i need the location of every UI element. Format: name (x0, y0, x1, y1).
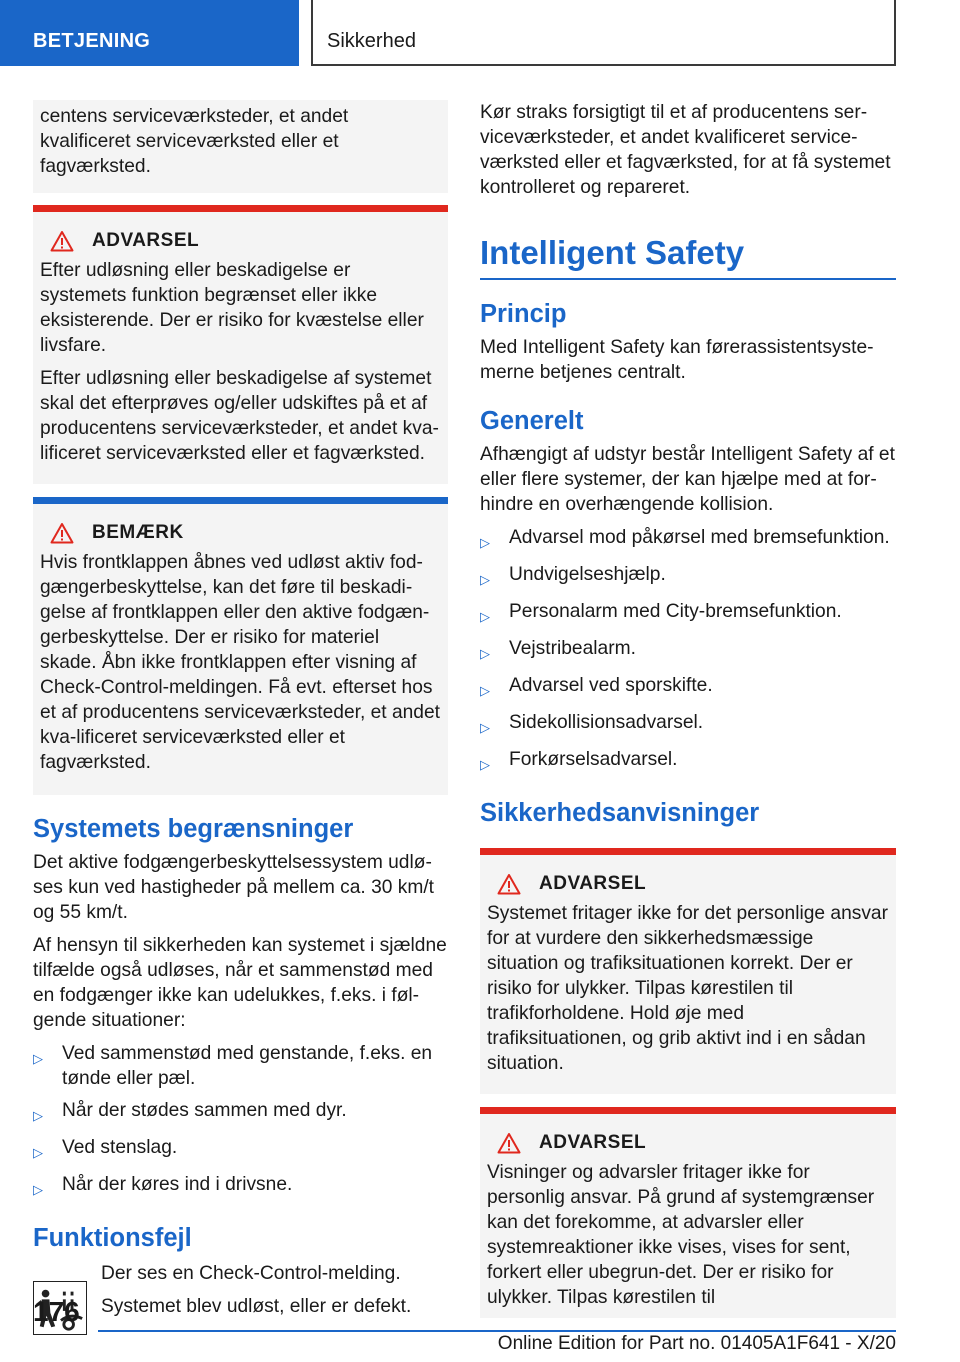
list-item: ▷ Undvigelseshjælp. (480, 562, 896, 592)
warning-title: ADVARSEL (92, 230, 200, 251)
page-number: 176 (33, 1296, 80, 1327)
triangle-right-bullet-icon: ▷ (480, 720, 490, 735)
section-heading-safety: Sikkerhedsanvisninger (480, 799, 760, 827)
notice-head (50, 522, 440, 544)
warning-head (50, 230, 440, 252)
body-text: Det aktive fodgængerbeskyttelsessystem udlø-ses kun ved hastigheder på mellem ca. 30 km/t og 55 km/t. (33, 852, 435, 923)
triangle-right-bullet-icon: ▷ (33, 1051, 43, 1066)
list-item: ▷ Advarsel ved sporskifte. (480, 673, 896, 703)
body-text: Der ses en Check-Control-melding. (101, 1263, 401, 1284)
continued-text: centens serviceværksteder, et andet kvalificeret serviceværksted eller et fagværksted. (40, 106, 349, 177)
warning-title: ADVARSEL (539, 873, 647, 894)
footer-edition: Online Edition for Part no. 01405A1F641 - X/20 (497, 1333, 896, 1354)
triangle-right-bullet-icon: ▷ (480, 609, 490, 624)
chapter-label: Sikkerhed (311, 0, 896, 66)
list-item: ▷ Ved stenslag. (33, 1135, 448, 1165)
warning-box-2 (480, 848, 896, 1094)
warning-box-3 (480, 1107, 896, 1318)
body-text: Afhængigt af udstyr består Intelligent Safety af et eller flere systemer, der kan hjælpe med at for-hindre en overhængende kollision. (480, 444, 895, 515)
list-item: ▷ Ved sammenstød med genstande, f.eks. en tønde eller pæl. (33, 1043, 433, 1089)
triangle-right-bullet-icon: ▷ (33, 1108, 43, 1123)
warning-text: Visninger og advarsler fritager ikke for personlig ansvar. På grund af systemgrænser kan det forekomme, at advarsler eller systemreaktioner ikke vises, vises for sent, forkert eller ubegrun-det. Der er risiko for ulykker. Tilpas kørestilen til (487, 1162, 875, 1308)
page-title: Intelligent Safety (480, 234, 896, 280)
list-item: ▷ Vejstribealarm. (480, 636, 896, 666)
continued-box (33, 100, 448, 193)
warning-text: Efter udløsning eller beskadigelse af systemet skal det efterprøves og/eller udskiftes på et af producentens serviceværksteder, et andet kva-lificeret serviceværksted eller et fagværksted. (40, 368, 439, 464)
warning-head (497, 1132, 888, 1154)
warning-triangle-icon (50, 522, 74, 544)
section-heading-general: Generelt (480, 407, 584, 435)
limits-list (33, 1041, 448, 1202)
systems-list (480, 525, 896, 777)
warning-title: ADVARSEL (539, 1132, 647, 1153)
notice-text: Hvis frontklappen åbnes ved udløst aktiv fod-gængerbeskyttelse, kan det føre til beskadi-gelse af frontklappen eller den aktive fodgæn-gerbeskyttelse. Der er risiko for materiel skade. Åbn ikke frontklappen efter visning af Check-Control-meldingen. Få evt. efterset hos et af producentens serviceværksteder, et andet kva-lificeret serviceværksted eller et fagværksted. (40, 552, 440, 773)
warning-triangle-icon (497, 873, 521, 895)
section-heading-malfunction: Funktionsfejl (33, 1224, 192, 1252)
warning-box-1 (33, 205, 448, 484)
list-item: ▷ Når der stødes sammen med dyr. (33, 1098, 448, 1128)
triangle-right-bullet-icon: ▷ (33, 1145, 43, 1160)
malfunction-text (101, 1261, 411, 1335)
notice-box (33, 497, 448, 795)
section-heading-principle: Princip (480, 300, 567, 328)
list-item: ▷ Når der køres ind i drivsne. (33, 1172, 448, 1202)
warning-triangle-icon (497, 1132, 521, 1154)
triangle-right-bullet-icon: ▷ (480, 757, 490, 772)
list-item: ▷ Advarsel mod påkørsel med bremsefunktion. (480, 525, 896, 555)
triangle-right-bullet-icon: ▷ (480, 572, 490, 587)
list-item: ▷ Forkørselsadvarsel. (480, 747, 896, 777)
left-column (33, 100, 448, 1335)
page-header (0, 0, 960, 66)
list-item: ▷ Personalarm med City-bremsefunktion. (480, 599, 896, 629)
body-text: Systemet blev udløst, eller er defekt. (101, 1296, 412, 1317)
warning-head (497, 873, 888, 895)
body-text: Af hensyn til sikkerheden kan systemet i sjældne tilfælde også udløses, når et sammenstød med en fodgænger ikke kan udelukkes, f.eks. i føl-gende situationer: (33, 935, 447, 1031)
triangle-right-bullet-icon: ▷ (480, 646, 490, 661)
right-column (480, 100, 896, 1318)
triangle-right-bullet-icon: ▷ (480, 683, 490, 698)
body-text: Med Intelligent Safety kan førerassistentsyste-merne betjenes centralt. (480, 337, 874, 383)
triangle-right-bullet-icon: ▷ (480, 535, 490, 550)
notice-title: BEMÆRK (92, 522, 184, 543)
body-text: Kør straks forsigtigt til et af producentens ser-viceværksteder, et andet kvalificeret service-værksted eller et fagværksted, for at få systemet kontrolleret og repareret. (480, 102, 891, 198)
warning-text: Efter udløsning eller beskadigelse er systemets funktion begrænset eller ikke eksisterende. Der er risiko for kvæstelse eller livsfare. (40, 260, 424, 356)
footer-divider (98, 1330, 896, 1332)
section-heading-limits: Systemets begrænsninger (33, 815, 354, 843)
triangle-right-bullet-icon: ▷ (33, 1182, 43, 1197)
list-item: ▷ Sidekollisionsadvarsel. (480, 710, 896, 740)
section-label: BETJENING (0, 0, 299, 66)
malfunction-row (33, 1261, 448, 1335)
warning-triangle-icon (50, 230, 74, 252)
warning-text: Systemet fritager ikke for det personlige ansvar for at vurdere den sikkerhedsmæssige situation og trafiksituationen korrekt. Der er risiko for ulykker. Tilpas kørestilen til trafikforholdene. Hold øje med trafiksituationen, og grib aktivt ind i en sådan situation. (487, 903, 888, 1074)
